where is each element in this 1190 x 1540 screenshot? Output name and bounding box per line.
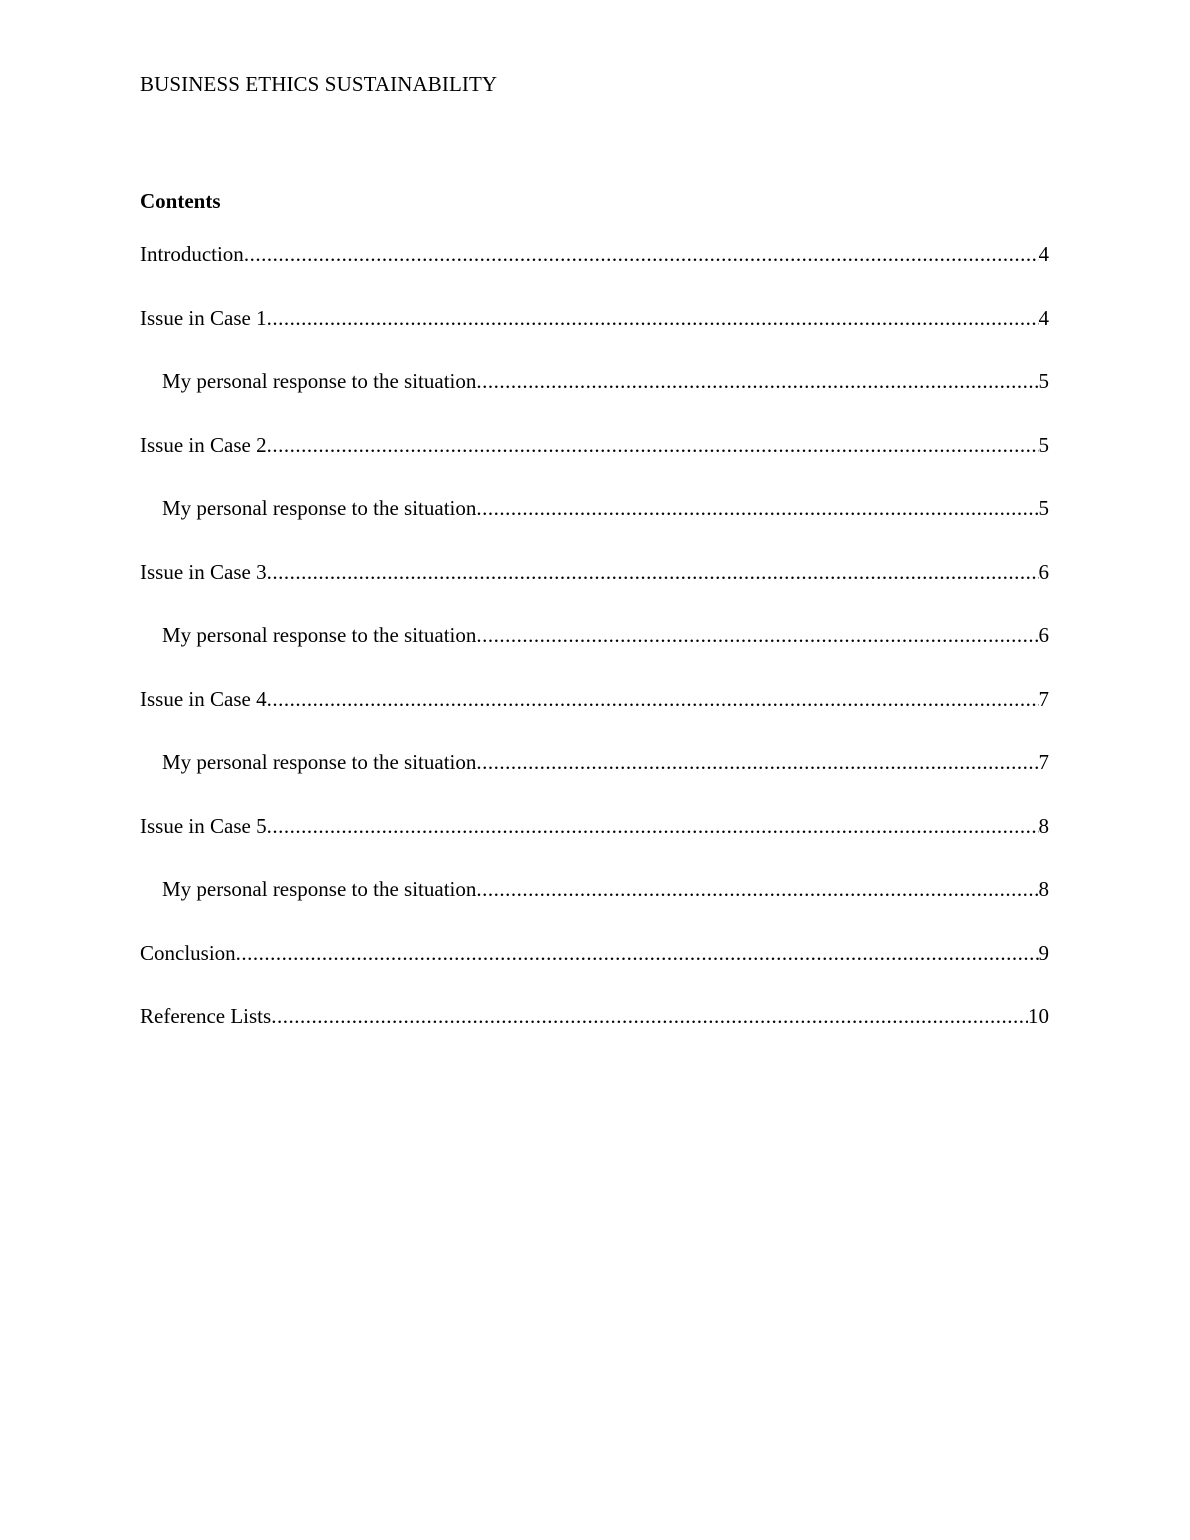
toc-page-number: 4 [1038, 305, 1049, 330]
toc-dot-leader [476, 876, 1038, 902]
toc-dot-leader [476, 622, 1038, 648]
toc-entry-title: Issue in Case 1 [140, 305, 267, 330]
toc-entry-issue-case-2[interactable] [140, 432, 1049, 496]
toc-entry-response-case-4[interactable] [140, 749, 1049, 813]
toc-page-number: 8 [1038, 877, 1049, 901]
toc-page-number: 5 [1038, 369, 1049, 393]
toc-page-number: 7 [1038, 750, 1049, 774]
toc-page-number: 7 [1038, 686, 1049, 711]
toc-entry-response-case-2[interactable] [140, 495, 1049, 559]
toc-dot-leader [476, 749, 1038, 775]
toc-dot-leader [267, 813, 1039, 839]
toc-dot-leader [476, 368, 1038, 394]
toc-entry-title: My personal response to the situation [162, 877, 477, 901]
toc-entry-conclusion[interactable] [140, 940, 1049, 1004]
toc-entry-title: Conclusion [140, 940, 236, 965]
toc-dot-leader [267, 686, 1039, 712]
toc-entry-issue-case-3[interactable] [140, 559, 1049, 623]
toc-entry-title: Issue in Case 2 [140, 432, 267, 457]
table-of-contents [140, 241, 1049, 1067]
toc-page-number: 6 [1038, 559, 1049, 584]
toc-entry-issue-case-4[interactable] [140, 686, 1049, 750]
toc-entry-title: Introduction [140, 242, 244, 266]
toc-entry-title: My personal response to the situation [162, 623, 477, 647]
toc-page-number: 9 [1038, 940, 1049, 965]
toc-entry-response-case-3[interactable] [140, 622, 1049, 686]
toc-entry-title: My personal response to the situation [162, 750, 477, 774]
toc-entry-title: Reference Lists [140, 1004, 272, 1028]
toc-entry-title: Issue in Case 3 [140, 559, 267, 584]
toc-dot-leader [271, 1003, 1028, 1029]
toc-dot-leader [476, 495, 1038, 521]
toc-dot-leader [236, 940, 1039, 966]
toc-page-number: 6 [1038, 623, 1049, 647]
toc-page-number: 10 [1028, 1004, 1049, 1028]
toc-dot-leader [267, 305, 1039, 331]
toc-heading: Contents [140, 189, 221, 213]
toc-dot-leader [267, 559, 1039, 585]
toc-dot-leader [244, 241, 1039, 267]
toc-entry-response-case-1[interactable] [140, 368, 1049, 432]
toc-entry-issue-case-5[interactable] [140, 813, 1049, 877]
toc-entry-title: My personal response to the situation [162, 496, 477, 520]
toc-entry-title: My personal response to the situation [162, 369, 477, 393]
toc-page-number: 8 [1038, 813, 1049, 838]
toc-entry-title: Issue in Case 4 [140, 686, 267, 711]
toc-dot-leader [267, 432, 1039, 458]
toc-entry-introduction[interactable] [140, 241, 1049, 305]
toc-entry-issue-case-1[interactable] [140, 305, 1049, 369]
toc-page-number: 5 [1038, 432, 1049, 457]
toc-page-number: 4 [1038, 242, 1049, 266]
toc-entry-reference-lists[interactable] [140, 1003, 1049, 1067]
running-header: BUSINESS ETHICS SUSTAINABILITY [140, 72, 498, 96]
toc-page-number: 5 [1038, 496, 1049, 520]
toc-entry-title: Issue in Case 5 [140, 813, 267, 838]
toc-entry-response-case-5[interactable] [140, 876, 1049, 940]
